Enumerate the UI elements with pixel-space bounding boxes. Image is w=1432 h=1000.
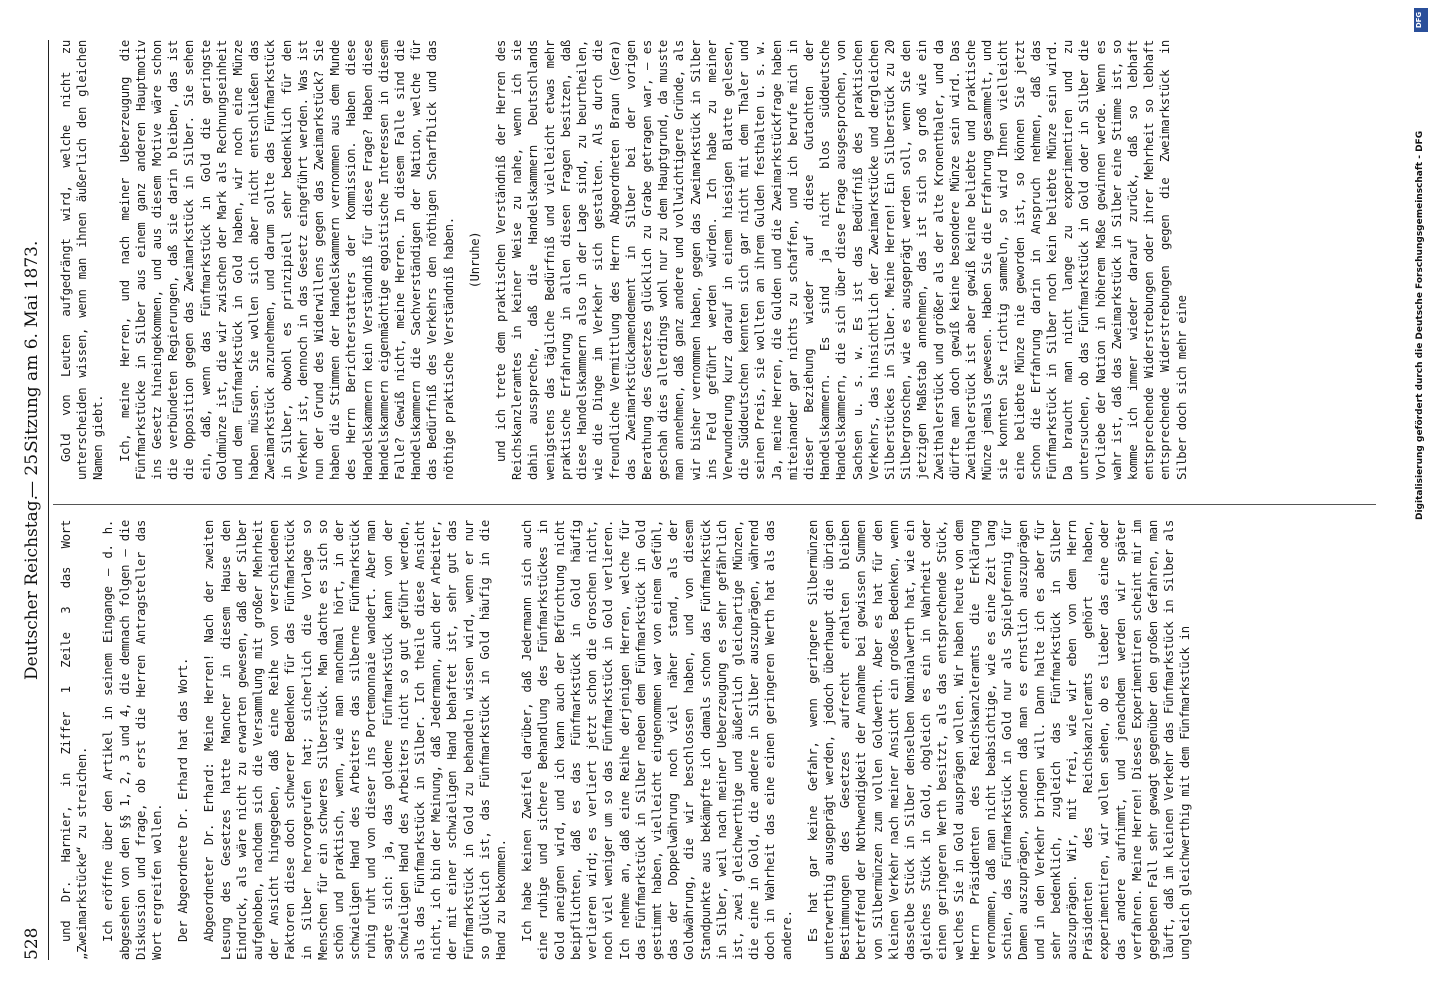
paragraph: Ich eröffne über den Artikel in seinem Eingange — d. h. abgesehen von den §§ 1, 2, 3 und 4, die demnach folgen — die Diskussion und frage, ob erst die Herren Antragsteller das Wort ergreifen wollen. [101,520,165,960]
paragraph: und ich trete dem praktischen Verständniß der Herren des Reichskanzleramtes in keiner Weise zu nahe, wenn ich sie dahin ausspreche, daß die Handelskammern Deutschlands wenigstens das tägliche Bedürfniß und vielleicht etwas mehr praktische Erfahrung in allen diesen Fragen besitzen, daß diese Handelskammern also in der Lage sind, zu beurtheilen, wie die Dinge im Verkehr sich gestalten. Als durch die freundliche Vermittlung des Herrn Abgeordneten Braun (Gera) das Zweimarkstückamendement in Silber bei der vorigen Berathung des Gesetzes glücklich zu Grabe getragen war, — es geschah dies allerdings wohl nur zu dem Hauptgrund, da musste man annehmen, daß ganz andere und vollwichtigere Gründe, als wir bisher vernommen haben, gegen das Zweimarkstück in Silber ins Feld geführt werden würden. Ich habe zu meiner Verwunderung kurz darauf in einem hiesigen Blatte gelesen, die Süddeutschen kennten sich gar nicht mit dem Thaler und seinen Preis, sie wollten an ihrem Gulden festhalten u. s. w. Ja, meine Herren, die Gulden und die Zweimarkstückfrage haben miteinander gar nichts zu schaffen, und ich berufe mich in dieser Beziehung wieder auf diese Gutachten der Handelskammern. Es sind ja nicht blos süddeutsche Handelskammern, die sich über diese Frage ausgesprochen, von Sachsen u. s. w. Es ist das Bedürfniß des praktischen Verkehrs, das hinsichtlich der Zweimarkstücke und dergleichen Silberstückes in Silber. Meine Herren! Ein Silberstück zu 20 Silbergroschen, wie es ausgeprägt werden soll, wenn Sie den jetzigen Maßstab annehmen, das ist sich so groß wie ein Zweithalerstück und größer als der alte Kronenthaler, und da dürfte man doch gewiß keine besondere Münze sein wird. Das Zweithalerstück ist aber gewiß keine beliebte und praktische Münze jemals gewesen. Haben Sie die Erfahrung gesammelt, und sie konnten Sie richtig sammeln, so wird Ihnen vielleicht eine beliebte Münze nie geworden ist, so können Sie jetzt schon die Erfahrung darin in Anspruch nehmen, daß das Fünfmarkstück in Silber noch kein beliebte Münze sein wird. Da braucht man nicht lange zu experimentiren und zu untersuchen, ob das Fünfmarkstück in Gold oder in Silber die Vorliebe der Nation in höherem Maße gewinnen werde. Wenn es wahr ist, daß das Zweimarkstück in Silber eine Stimme ist, so komme ich immer wieder darauf zurück, daß so lebhaft entsprechende Widerstrebungen oder ihrer Mehrheit so lebhaft entsprechende Widerstrebungen gegen die Zweimarkstück in Silber doch sich mehr eine [494,40,1189,480]
right-text-column [58,40,1378,480]
interjection: (Unruhe) [467,231,482,289]
paragraph: Gold von Leuten aufgedrängt wird, welche nicht zu unterscheiden wissen, wenn man ihnen äußerlich den gleichen Namen giebt. [59,40,106,480]
header-left-title: Deutscher Reichstag. [22,495,42,680]
paragraph: Es hat gar keine Gefahr, wenn geringere Silbermünzen unterwerthig ausgeprägt werden, jedoch überhaupt die übrigen Bestimmungen des Gesetzes aufrecht erhalten bleiben betreffend der Nothwendigkeit der Annahme bei gewissen Summen von Silbermünzen zum vollen Goldwerth. Aber es hat für den kleinen Verkehr nach meiner Ansicht ein großes Bedenken, wenn dasselbe Stück in Silber denselben Nominalwerth hat, wie ein gleiches Stück in Gold, obgleich es ein in Wahrheit oder einen geringeren Werth besitzt, als das entsprechende Stück, welches Sie in Gold ausprägen wollen. Wir haben heute von dem Herrn Präsidenten des Reichskanzleramts die Erklärung vernommen, daß man nicht beabsichtige, wie es eine Zeit lang schien, das Fünfmarkstück in Gold nur als Spielpfennig für Damen auszuprägen, sondern daß man es ernstlich auszuprägen und in den Verkehr bringen will. Dann halte ich es aber für sehr bedenklich, zugleich das Fünfmarkstück in Silber auszuprägen. Wir, mit frei, wie wir eben von dem Herrn Präsidenten des Reichskanzleramts gehört haben, experimentiren, wir wollen sehen, ob es lieber das eine oder das andere aufnimmt, und jenachdem werden wir später verfahren. Meine Herren! Dieses Experimentiren scheint mir im gegebenen Fall sehr gewagt gegenüber den großen Gefahren, man läuft, daß im kleinen Verkehr das Fünfmarkstück in Silber als ungleich gleichwerthig mit dem Fünfmarkstück in [805,520,1193,960]
rotated-document-page [8,20,1388,980]
paragraph: Der Abgeordnete Dr. Erhard hat das Wort. [176,657,191,942]
dfg-logo: DFG [1414,8,1428,32]
paragraph: Ich, meine Herren, und nach meiner Ueberzeugung die Fünfmarkstücke in Silber aus einem ganz anderen Hauptmotiv ins Gesetz hineingekommen, und aus diesem Motive wäre schon die verbündeten Regierungen, daß sie darin bleiben, das ist die Opposition gegen das Zweimarkstück in Silber. Sie sehen ein, daß, wenn das Fünfmarkstück in Gold die geringste Goldmünze ist, die wir zwischen der Mark als Rechnungseinheit und dem Fünfmarkstück in Gold haben, wir noch eine Münze haben müssen. Sie wollen sich aber nicht entschließen das Zweimarkstück anzunehmen, und darum sollte das Fünfmarkstück in Silber, obwohl es prinzipiell sehr bedenklich für den Verkehr ist, dennoch in das Gesetz eingeführt werden. Was ist nun der Grund des Widerwillens gegen das Zweimarkstück? Sie haben die Stimmen der Handelskammern vernommen aus dem Munde des Herrn Berichterstatters der Kommission. Haben diese Handelskammern kein Verständniß für diese Frage? Haben diese Handelskammern eigenmächtige egoistische Interessen in diesem Falle? Gewiß nicht, meine Herren. In diesem Falle sind die Handelskammern die Sachverständigen der Nation, welche für das Bedürfniß des Verkehrs den nöthigen Scharfblick und das nöthige praktische Verständniß haben. [117,40,456,480]
page-number: 528 [22,927,42,960]
column-separator [53,504,1376,505]
page-header [18,40,50,960]
paragraph: Abgeordneter Dr. Erhard: Meine Herren! Nach der zweiten Lesung des Gesetzes hatte Mancher in diesem Hause den Eindruck, als wäre nicht zu erwarten gewesen, daß der Silber aufgehoben, nachdem sich die Versammlung mit großer Mehrheit der Ansicht hingegeben, daß eine Reihe von verschiedenen Faktoren diese doch schwerer Bedenken für das Fünfmarkstück in Silber hervorgerufen hat; sicherlich die Vorlage so Menschen für ein schweres Silberstück. Man dachte es sich so schön und praktisch, wenn, wie man manchmal hört, in der schwieligen Hand des Arbeiters das silberne Fünfmarkstück ruhig ruht und von dieser ins Portemonnaie wandert. Aber man sagte sich: ja, das goldene Fünfmarkstück kann von der schwieligen Hand des Arbeiters nicht so gut geführt werden, als das Fünfmarkstück in Silber. Ich theile diese Ansicht nicht, ich bin der Meinung, daß Jedermann, auch der Arbeiter, der mit einer schwieligen Hand behaftet ist, sehr gut das Fünfmarkstück in Gold zu behandeln wissen wird, wenn er nur so glücklich ist, das Fünfmarkstück in Gold häufig in die Hand zu bekommen. [202,520,509,960]
header-sitting-number: — 25. [22,448,42,498]
paragraph: Ich habe keinen Zweifel darüber, daß Jedermann sich auch eine ruhige und sichere Behandlung des Fünfmarkstückes in Gold aneignen wird, und ich kann auch der Befürchtung nicht beipflichten, daß es das Fünfmarkstück in Gold häufig verlieren wird; es verliert jetzt schon die Groschen nicht, noch viel weniger um so das Fünfmarkstück in Gold verlieren. Ich nehme an, daß eine Reihe derjenigen Herren, welche für das Fünfmarkstück in Silber neben dem Fünfmarkstück in Gold gestimmt haben, vielleicht eingenommen war von einem Gefühl, das der Doppelwährung noch viel näher stand, als der Goldwährung, die wir beschlossen haben, und von diesem Standpunkte aus bekämpfte ich damals schon das Fünfmarkstück in Silber, weil nach meiner Ueberzeugung es sehr gefährlich ist, zwei gleichwerthige und äußerlich gleichartige Münzen, die eine in Gold, die andere in Silber auszuprägen, während doch in Wahrheit das eine einen geringeren Werth hat als das andere. [520,520,794,960]
header-right-title: Sitzung am 6. Mai 1873. [22,240,42,452]
paragraph: und Dr. Harnier, in Ziffer 1 Zeile 3 das Wort „Zweimarkstücke“ zu streichen. [59,520,90,960]
header-rule [48,40,49,960]
left-text-column [58,520,1378,960]
